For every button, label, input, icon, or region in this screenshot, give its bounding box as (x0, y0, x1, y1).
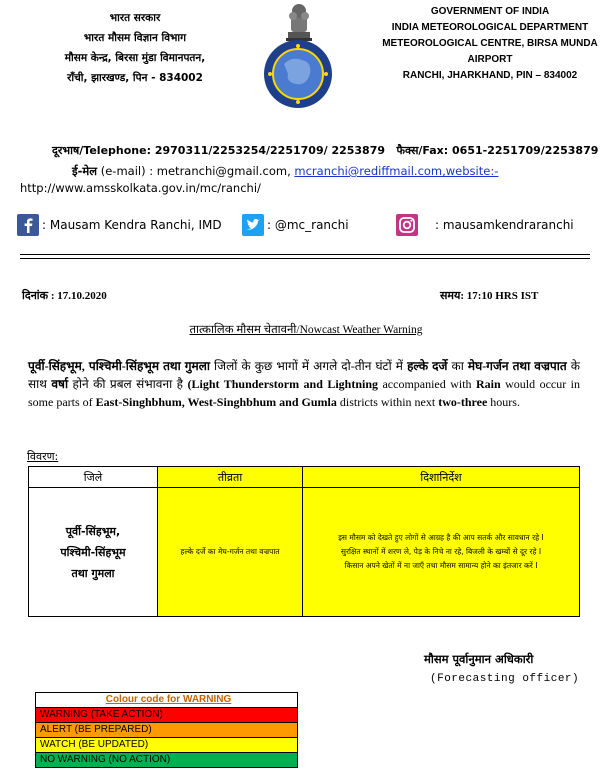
description-text: के साथ (28, 359, 581, 391)
description-text: जिलों के कुछ भागों में अगले दो-तीन घंटों में (209, 359, 408, 373)
divider (20, 258, 590, 259)
twitter-icon (242, 214, 264, 236)
header-guidance: दिशानिर्देश (303, 467, 580, 488)
english-header-line: RANCHI, JHARKHAND, PIN – 834002 (402, 70, 578, 81)
phone-label: दूरभाष/Telephone: (52, 144, 151, 157)
page-title (0, 322, 612, 337)
divider (20, 254, 590, 255)
email-label-en: (e-mail) (100, 164, 146, 178)
email-primary: : metranchi@gmail.com, (149, 164, 291, 178)
english-header (370, 4, 610, 84)
intensity-cell: हल्के दर्जे का मेघ-गर्जन तथा वज्रपात (158, 488, 303, 617)
phone-numbers: 2970311/2253254/2251709/ 2253879 (154, 144, 386, 157)
district-line: पूर्वी-सिंहभूम, (65, 524, 121, 538)
description-english: (Light Thunderstorm and Lightning (187, 377, 379, 391)
warning-description (28, 357, 580, 411)
warning-table (28, 466, 580, 617)
district-line: पश्चिमी-सिंहभूम (60, 545, 126, 559)
intensity-hindi: हल्के दर्जे (407, 359, 448, 373)
time-label: समय: 17:10 HRS IST (440, 290, 539, 302)
legend-item-alert: ALERT (BE PREPARED) (36, 722, 297, 737)
fax-numbers: 0651-2251709/2253879 (452, 144, 599, 157)
imd-logo-icon (262, 38, 334, 110)
date-label: दिनांक : 17.10.2020 (22, 290, 107, 302)
instagram-handle: : mausamkendraranchi (435, 218, 574, 232)
hindi-header-line: राँची, झारखण्ड, पिन - 834002 (67, 72, 203, 84)
description-text: का (447, 359, 468, 373)
signature-hindi: मौसम पूर्वानुमान अधिकारी (424, 652, 534, 666)
guidance-line: किसान अपने खेतों में ना जाएँ तथा मौसम सामान्य होने का इंतजार करें I (344, 561, 538, 570)
header-districts: जिले (29, 467, 158, 488)
district-line: तथा गुमला (71, 566, 115, 580)
guidance-line: इस मौसम को देखते हुए लोगों से आग्रह है की आप सतर्क और सावधान रहे I (338, 533, 544, 542)
table-row (29, 488, 580, 617)
description-english: East-Singhbhum, West-Singhbhum and Gumla (95, 395, 337, 409)
legend-item-no-warning: NO WARNING (NO ACTION) (36, 752, 297, 767)
description-english: accompanied with (378, 377, 476, 391)
email-label: ई-मेल (72, 164, 98, 178)
hindi-header-line: भारत सरकार (109, 12, 161, 24)
districts-hindi: पूर्वी-सिंहभूम, पश्चिमी-सिंहभूम तथा गुमला (28, 359, 210, 373)
hindi-header (40, 8, 230, 88)
title-english: /Nowcast Weather Warning (296, 324, 423, 336)
title-hindi: तात्कालिक मौसम चेतावनी (189, 324, 297, 336)
thunder-hindi: मेघ-गर्जन तथा वज्रपात (467, 359, 567, 373)
instagram-icon (396, 214, 418, 236)
hindi-header-line: मौसम केन्द्र, बिरसा मुंडा विमानपतन, (64, 52, 206, 64)
signature-english: (Forecasting officer) (430, 673, 580, 685)
national-emblem-icon (282, 2, 316, 42)
legend-title: Colour code for WARNING (105, 694, 232, 705)
description-english: would occur in some parts of (28, 377, 581, 409)
color-legend (35, 692, 298, 768)
contact-phone-fax (52, 143, 598, 158)
legend-item-watch: WATCH (BE UPDATED) (36, 737, 297, 752)
description-english: two-three (438, 395, 488, 409)
english-header-line: INDIA METEOROLOGICAL DEPARTMENT (391, 22, 589, 33)
rain-hindi: वर्षा (51, 377, 69, 391)
description-text: होने की प्रबल संभावना है (68, 377, 188, 391)
header-intensity: तीव्रता (158, 467, 303, 488)
table-header-row (29, 467, 580, 488)
guidance-cell (303, 488, 580, 617)
details-label: विवरण: (27, 450, 59, 463)
legend-item-warning: WARNING (TAKE ACTION) (36, 707, 297, 722)
facebook-item[interactable] (17, 214, 222, 236)
description-english: districts within next (336, 395, 439, 409)
website-link[interactable]: http://www.amsskolkata.gov.in/mc/ranchi/ (20, 181, 261, 195)
twitter-item[interactable] (242, 214, 349, 236)
english-header-line: GOVERNMENT OF INDIA (430, 6, 550, 17)
description-english: hours. (487, 395, 520, 409)
facebook-handle: : Mausam Kendra Ranchi, IMD (42, 218, 222, 232)
email-secondary-link[interactable]: mcranchi@rediffmail.com,website:- (294, 164, 499, 178)
english-header-line: METEOROLOGICAL CENTRE, BIRSA MUNDA AIRPORT (382, 38, 598, 65)
fax-label: फैक्स/Fax: (396, 144, 449, 157)
description-english: Rain (476, 377, 501, 391)
districts-cell (29, 488, 158, 617)
instagram-item[interactable] (396, 214, 574, 236)
hindi-header-line: भारत मौसम विज्ञान विभाग (83, 32, 187, 44)
contact-email (72, 164, 498, 179)
guidance-line: सुरक्षित स्थानों में शरण ले, पेड़ के निचे ना रहे, बिजली के खम्बों से दूर रहे I (340, 547, 542, 556)
twitter-handle: : @mc_ranchi (267, 218, 349, 232)
facebook-icon (17, 214, 39, 236)
